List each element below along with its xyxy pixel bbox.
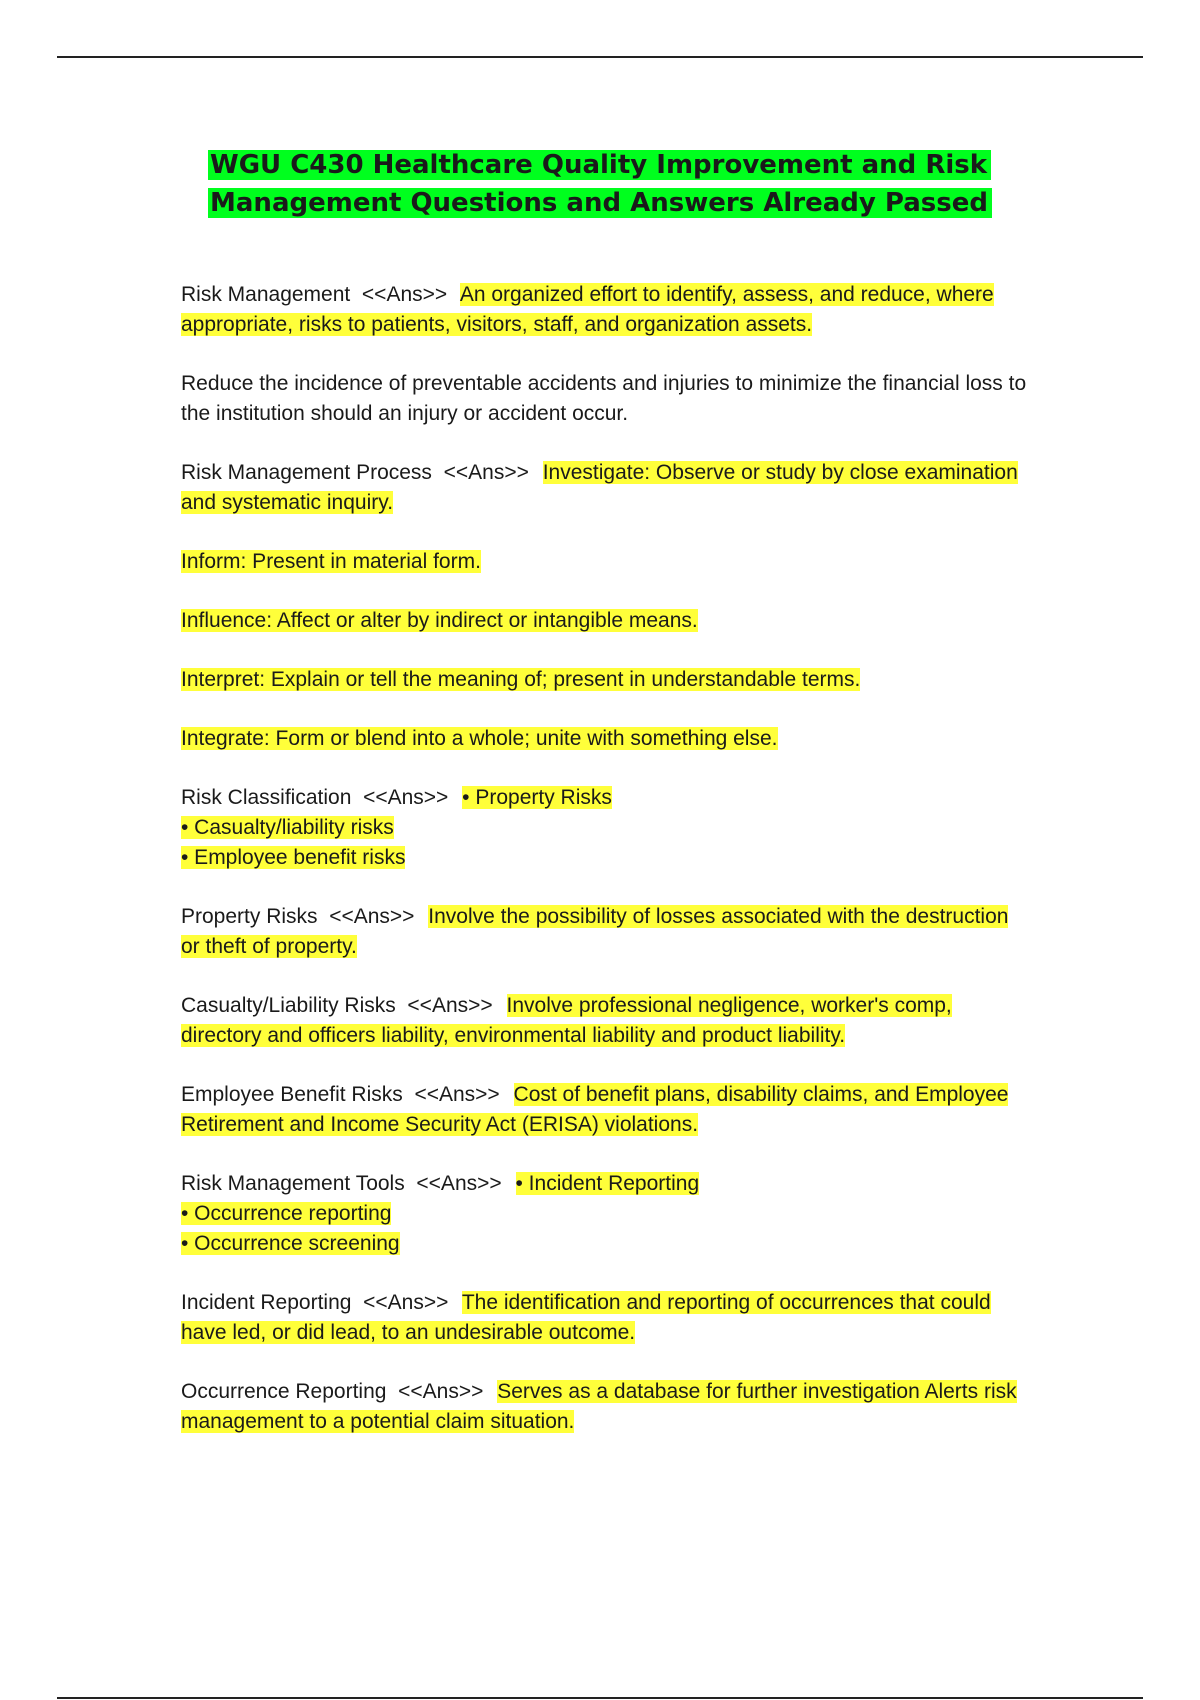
answer: Involve the possibility of losses associated with the destruction or theft of property. xyxy=(181,905,1009,958)
ans-marker: <<Ans>> xyxy=(414,1083,500,1106)
term: Incident Reporting xyxy=(181,1291,352,1314)
process-step-inform xyxy=(181,547,1031,577)
title-line-1: WGU C430 Healthcare Quality Improvement and Risk xyxy=(208,150,991,180)
paragraph-text: Reduce the incidence of preventable accidents and injuries to minimize the financial loss to the institution should an injury or accident occur. xyxy=(181,372,1027,425)
qa-entry-incident-reporting xyxy=(181,1288,1031,1348)
qa-entry-risk-management-tools xyxy=(181,1169,1031,1259)
qa-content xyxy=(181,280,1031,1466)
plain-paragraph xyxy=(181,369,1031,429)
term: Risk Management Process xyxy=(181,461,432,484)
term: Casualty/Liability Risks xyxy=(181,994,396,1017)
answer-bullet: • Occurrence reporting xyxy=(181,1202,392,1225)
qa-entry-risk-classification xyxy=(181,783,1031,873)
ans-marker: <<Ans>> xyxy=(363,786,449,809)
answer-bullet: • Casualty/liability risks xyxy=(181,816,394,839)
qa-entry-casualty-liability-risks xyxy=(181,991,1031,1051)
page-title xyxy=(208,146,992,222)
highlighted-text: Inform: Present in material form. xyxy=(181,550,481,573)
ans-marker: <<Ans>> xyxy=(398,1380,484,1403)
answer: Cost of benefit plans, disability claims, and Employee Retirement and Income Security Act (ERISA) violations. xyxy=(181,1083,1009,1136)
answer-bullet: • Occurrence screening xyxy=(181,1232,400,1255)
ans-marker: <<Ans>> xyxy=(416,1172,502,1195)
highlighted-text: Integrate: Form or blend into a whole; unite with something else. xyxy=(181,727,778,750)
qa-entry-risk-management-process xyxy=(181,458,1031,518)
answer: An organized effort to identify, assess, and reduce, where appropriate, risks to patients, visitors, staff, and organization assets. xyxy=(181,283,994,336)
answer: • Property Risks xyxy=(462,786,612,809)
process-step-influence xyxy=(181,606,1031,636)
term: Risk Management Tools xyxy=(181,1172,405,1195)
footer-rule xyxy=(57,1697,1143,1699)
answer: Serves as a database for further investigation Alerts risk management to a potential claim situation. xyxy=(181,1380,1017,1433)
qa-entry-occurrence-reporting xyxy=(181,1377,1031,1437)
term: Risk Management xyxy=(181,283,351,306)
term: Property Risks xyxy=(181,905,318,928)
title-block xyxy=(0,146,1200,222)
term: Employee Benefit Risks xyxy=(181,1083,403,1106)
header-rule xyxy=(57,56,1143,58)
qa-entry-employee-benefit-risks xyxy=(181,1080,1031,1140)
ans-marker: <<Ans>> xyxy=(443,461,529,484)
term: Risk Classification xyxy=(181,786,352,809)
ans-marker: <<Ans>> xyxy=(363,1291,449,1314)
process-step-interpret xyxy=(181,665,1031,695)
answer: Investigate: Observe or study by close examination and systematic inquiry. xyxy=(181,461,1018,514)
ans-marker: <<Ans>> xyxy=(361,283,448,306)
answer: Involve professional negligence, worker's comp, directory and officers liability, environmental liability and product liability. xyxy=(181,994,952,1047)
answer-bullet: • Employee benefit risks xyxy=(181,846,406,869)
process-step-integrate xyxy=(181,724,1031,754)
ans-marker: <<Ans>> xyxy=(329,905,415,928)
qa-entry-risk-management xyxy=(181,280,1031,340)
qa-entry-property-risks xyxy=(181,902,1031,962)
answer: • Incident Reporting xyxy=(515,1172,700,1195)
highlighted-text: Influence: Affect or alter by indirect or intangible means. xyxy=(181,609,698,632)
title-line-2: Management Questions and Answers Already Passed xyxy=(208,188,992,218)
ans-marker: <<Ans>> xyxy=(407,994,493,1017)
answer: The identification and reporting of occurrences that could have led, or did lead, to an undesirable outcome. xyxy=(181,1291,991,1344)
term: Occurrence Reporting xyxy=(181,1380,387,1403)
highlighted-text: Interpret: Explain or tell the meaning of; present in understandable terms. xyxy=(181,668,861,691)
